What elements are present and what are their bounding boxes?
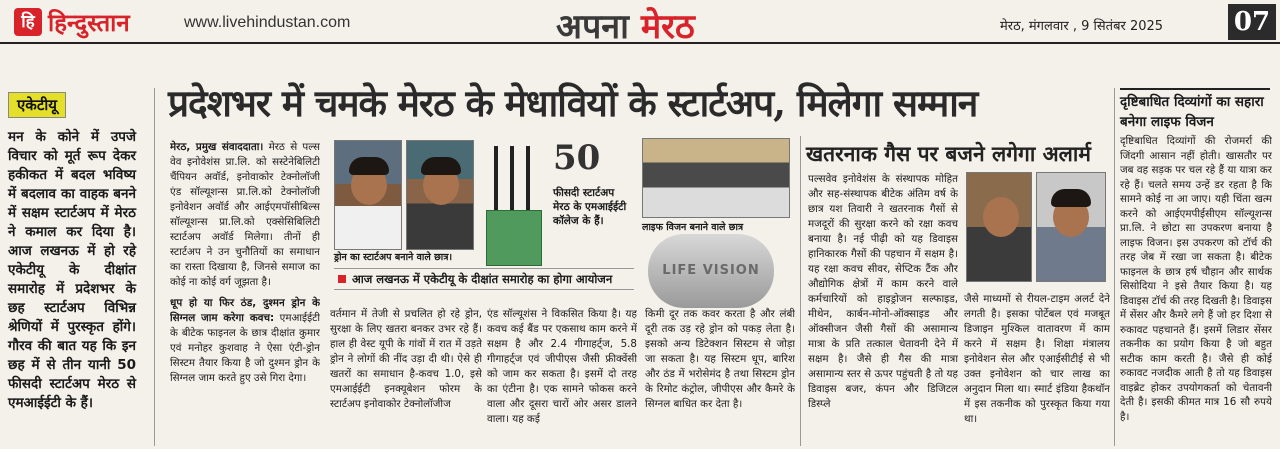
article-text: मेरठ से पल्स वेव इनोवेशंस प्रा.लि. को सस्टेनेबिलिटी चैंपियन अवॉर्ड, इनोवाकोर टेक्नोलॉजी एंड सॉल्यूशन्स प्रा.लि.को टेक्नोलॉजी इनोवेशन अवॉर्ड और आईएमपॉसीबिल्स सॉल्यूशन्स प्रा.लि.को एक्सेसिबिलिटी स्टार्टअप अवॉर्ड मिलेगा। तीनों ही स्टार्टअप ने उन चुनौतियों का समाधान का रास्ता दिखाया है, जिनसे समाज का कोई ना कोई वर्ग जूझता है। xyxy=(170,141,320,288)
dateline: मेरठ, मंगलवार , 9 सितंबर 2025 xyxy=(1000,19,1164,34)
ribbon-text: आज लखनऊ में एकेटीयू के दीक्षांत समारोह का होगा आयोजन xyxy=(352,272,613,286)
paper-name: हिन्दुस्तान xyxy=(48,8,130,37)
sidebar-intro xyxy=(8,92,136,444)
student-photo xyxy=(334,140,402,250)
article-column-1 xyxy=(170,140,320,440)
article-text: एमआईईटी के बीटेक फाइनल के छात्र दीक्षांत कुमार एवं मनोहर कुशवाह ने ऐसा एंटी-ड्रोन सिस्टम तैयार किया है जो दुश्मन ड्रोन के सिग्नल जाम करते हुए उसे गिरा देगा। xyxy=(170,312,320,384)
page-number: 07 xyxy=(1228,4,1276,40)
stat-caption: फीसदी स्टार्टअप मेरठ के एमआईईटी कॉलेज के हैं। xyxy=(553,187,627,227)
main-headline: प्रदेशभर में चमके मेरठ के मेधावियों के स्टार्टअप, मिलेगा सम्मान xyxy=(168,81,978,125)
student-photo xyxy=(406,140,474,250)
subheading: धूप हो या फिर ठंड, दुश्मन ड्रोन के सिग्नल जाम करेगा कवच: xyxy=(170,297,320,324)
article-column-3: एंड सॉल्यूशंस ने विकसित किया है। यह कवच कई बैंड पर एकसाथ काम करने में सक्षम है और 2.4 गीगाहर्ट्ज, 5.8 गीगाहर्ट्ज एवं जीपीएस जैसी फ्रीक्वेंसी को जाम कर सकता है। इसमें दो तरह का एंटीना है। एक सामने फोकस करने वाला और दूसरा चारों ओर असर डालने वाला। यह कई xyxy=(487,308,637,425)
column-rule xyxy=(154,88,155,446)
students-photo xyxy=(642,138,790,218)
photo-caption: लाइफ विजन बनाने वाले छात्र xyxy=(642,222,744,233)
section-label: एकेटीयू xyxy=(8,92,66,118)
event-ribbon xyxy=(334,268,634,290)
column-rule xyxy=(1114,88,1115,446)
edition-word-2: मेरठ xyxy=(640,7,695,47)
gas-story-headline: खतरनाक गैस पर बजने लगेगा अलार्म xyxy=(806,141,1091,166)
gas-story-column-1: पल्सवेव इनोवेशंस के संस्थापक मोहित और सह-संस्थापक बीटेक अंतिम वर्ष के छात्र यश तिवारी ने खतरनाक गैसों से मजदूरों की सुरक्षा करने को रक्षा कवच बनाया है। नई पीढ़ी को यह डिवाइस हानिकारक गैसों की पहचान में सक्षम है। यह रक्षा कवच सीवर, सेप्टिक टैंक और औद्योगिक क्षेत्रों में काम करने वाले कर्मचारियों को हाइड्रोजन सल्फाइड, मीथेन, कार्बन-मोनो-ऑक्साइड और ऑक्सीजन जैसी गैसों की असामान्य मात्रा के प्रति तत्काल चेतावनी देने में सक्षम है। जैसे ही गैस की मात्रा असामान्य स्तर से ऊपर पहुंचती है तो यह डिवाइस बजर, कंपन और डिजिटल डिस्प्ले xyxy=(808,173,958,410)
student-photo xyxy=(1036,172,1106,282)
right-story-headline: दृष्टिबाधित दिव्यांगों का सहारा बनेगा लाइफ विजन xyxy=(1120,88,1270,132)
gas-story-column-2: जैसे माध्यमों से रीयल-टाइम अलर्ट देने लगती है। इसका पोर्टेबल एवं मजबूत डिजाइन मुश्किल वातावरण में काम करने में सक्षम है। शिक्षा मंत्रालय इनोवेशन सेल और एआईसीटीई से भी उक्त इनोवेशन को चार लाख का अनुदान मिला था। स्मार्ट इंडिया हैकथॉन में इस तकनीक को पुरस्कृत किया गया था। xyxy=(964,293,1110,425)
student-photo xyxy=(966,172,1032,282)
photo-caption: ड्रोन का स्टार्टअप बनाने वाले छात्र। xyxy=(334,252,453,263)
masthead xyxy=(0,0,1280,47)
right-story-text: दृष्टिबाधित दिव्यांगों की रोजमर्रा की जिंदगी आसान नहीं होती। खासतौर पर जब वह सड़क पर चल रहे हैं या यात्रा कर रहे हैं। चलते समय उन्हें डर रहता है कि सामने कोई ना आ जाए। यही चिंता खत्म करने को आईएमपीईसीएम सॉल्यूशन्स प्रा.लि. ने छोटा सा उपकरण बनाया है लाइफ विजन। इस उपकरण को टॉर्च की तरह जेब में रखा जा सकता है। बीटेक फाइनल के छात्र हर्ष चौहान और सार्थक सिसोदिया ने इसे तैयार किया है। यह डिवाइस टॉर्च की तरह दिखती है। डिवाइस में सेंसर और कैमरे लगे हैं जो हर दिशा से रुकावट पहचानते हैं। इसमें लिडार सेंसर तकनीक का प्रयोग किया है जो बहुत सटीक काम करती है। जैसे ही कोई रुकावट नजदीक आती है तो यह डिवाइस वाइब्रेट होकर उपयोगकर्ता को चेतावनी देती है। इसकी कीमत मात्र 16 सौ रुपये है। xyxy=(1120,135,1272,423)
edition-title xyxy=(556,2,695,48)
drone-jammer-image xyxy=(480,140,546,272)
paper-logo-icon: हि xyxy=(14,8,42,36)
byline: मेरठ, प्रमुख संवाददाता। xyxy=(170,141,264,153)
website-url: www.livehindustan.com xyxy=(184,14,351,31)
device-image: LIFE VISION xyxy=(648,234,774,308)
bullet-square-icon xyxy=(338,275,346,283)
stat-value: 50 xyxy=(553,138,601,178)
intro-text: मन के कोने में उपजे विचार को मूर्त रूप देकर हकीकत में बदल भविष्य में बदलाव का वाहक बनने में सक्षम स्टार्टअप में मेरठ ने कमाल कर दिया है। आज लखनऊ में हो रहे एकेटीयू के दीक्षांत समारोह में प्रदेशभर के छह स्टार्टअप विभिन्न श्रेणियों में पुरस्कृत होंगे। गौरव की बात यह कि इन छह में से तीन यानी 50 फीसदी स्टार्टअप मेरठ से एमआईईटी के हैं। xyxy=(8,129,136,411)
article-column-2: वर्तमान में तेजी से प्रचलित हो रहे ड्रोन, सुरक्षा के लिए खतरा बनकर उभर रहे हैं। हाल ही वेस्ट यूपी के गांवों में रात में उड़ते ड्रोन ने लोगों की नींद उड़ा दी थी। ऐसे ही खतरों का समाधान है-कवच 1.0, इसे एमआईईटी इनक्यूबेशन फोरम के स्टार्टअप इनोवाकोर टेक्नोलॉजीज xyxy=(330,308,482,410)
edition-word-1: अपना xyxy=(556,7,629,47)
column-rule xyxy=(800,136,801,446)
article-column-4: किमी दूर तक कवर करता है और लंबी दूरी तक उड़ रहे ड्रोन को पकड़ लेता है। इसको अन्य डिटेक्शन सिस्टम से जोड़ा जा सकता है। यह सिस्टम धूप, बारिश और ठंड में भरोसेमंद है तथा सिस्टम ड्रोन के रिमोट कंट्रोल, जीपीएस और कैमरे के सिग्नल बाधित कर देता है। xyxy=(645,308,795,410)
